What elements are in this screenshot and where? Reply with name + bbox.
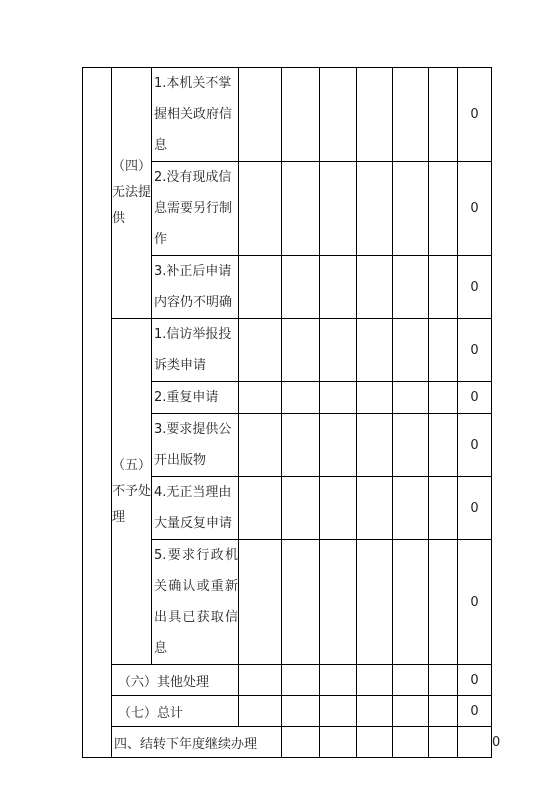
- data-cell: [357, 540, 393, 665]
- data-cell: [429, 382, 458, 414]
- data-cell: [393, 477, 429, 540]
- item-label: 3.要求提供公开出版物: [152, 414, 239, 477]
- data-cell: [393, 665, 429, 696]
- data-cell: [320, 665, 357, 696]
- data-cell: [393, 162, 429, 256]
- table-row: [83, 319, 492, 382]
- data-cell: [429, 727, 458, 758]
- data-cell: [429, 540, 458, 665]
- data-cell: [357, 319, 393, 382]
- group-label: （四）无法提供: [112, 159, 152, 226]
- data-cell: [239, 414, 282, 477]
- data-cell: [320, 382, 357, 414]
- data-cell: [393, 256, 429, 319]
- data-cell: [393, 382, 429, 414]
- data-cell: [393, 319, 429, 382]
- data-cell: [282, 540, 320, 665]
- item-value: 0: [458, 540, 492, 665]
- data-cell: [239, 162, 282, 256]
- data-cell: [320, 414, 357, 477]
- data-cell: [357, 382, 393, 414]
- item-value: 0: [458, 162, 492, 256]
- item-label: 2.重复申请: [152, 382, 239, 414]
- data-cell: [282, 727, 320, 758]
- data-cell: [320, 162, 357, 256]
- total-value: 0: [458, 696, 492, 727]
- data-cell: [239, 540, 282, 665]
- data-cell: [429, 696, 458, 727]
- item-label: 5.要求行政机关确认或重新出具已获取信息: [152, 540, 239, 665]
- data-cell: [429, 665, 458, 696]
- data-cell: [357, 256, 393, 319]
- total-label: （七）总计: [112, 696, 239, 727]
- data-cell: [282, 665, 320, 696]
- data-cell: [357, 414, 393, 477]
- item-label: 4.无正当理由大量反复申请: [152, 477, 239, 540]
- data-cell: [429, 256, 458, 319]
- data-cell: [282, 68, 320, 162]
- table-row: 四、结转下年度继续办理 0: [83, 727, 492, 758]
- data-cell: [239, 665, 282, 696]
- group-label-cell: [112, 319, 152, 665]
- data-cell: [429, 319, 458, 382]
- data-cell: [393, 68, 429, 162]
- statistics-table: [82, 67, 501, 758]
- item-label: 2.没有现成信息需要另行制作: [152, 162, 239, 256]
- parent-category-cell: [83, 68, 112, 758]
- data-cell: [239, 382, 282, 414]
- data-cell: [282, 477, 320, 540]
- data-cell: [282, 414, 320, 477]
- data-cell: [282, 382, 320, 414]
- data-cell: [282, 319, 320, 382]
- other-label: （六）其他处理: [112, 665, 239, 696]
- table-row: [83, 68, 492, 162]
- table-row: [83, 696, 492, 727]
- data-cell: [282, 696, 320, 727]
- data-cell: [282, 256, 320, 319]
- data-cell: [320, 540, 357, 665]
- data-cell: [357, 68, 393, 162]
- item-value: 0: [458, 414, 492, 477]
- item-value: 0: [458, 477, 492, 540]
- data-cell: [393, 540, 429, 665]
- table-row: [83, 665, 492, 696]
- data-cell: [320, 319, 357, 382]
- data-cell: [357, 665, 393, 696]
- data-cell: [429, 414, 458, 477]
- data-cell: [239, 256, 282, 319]
- data-cell: [357, 727, 393, 758]
- data-cell: [393, 727, 429, 758]
- item-value: 0: [458, 382, 492, 414]
- data-cell: [320, 68, 357, 162]
- data-cell: [458, 727, 492, 758]
- data-cell: [429, 162, 458, 256]
- data-cell: [429, 477, 458, 540]
- data-cell: [239, 319, 282, 382]
- data-cell: [239, 696, 282, 727]
- data-cell: [239, 68, 282, 162]
- data-cell: [320, 256, 357, 319]
- group-label: （五）不予处理: [112, 457, 152, 525]
- data-cell: [320, 477, 357, 540]
- data-cell: [239, 477, 282, 540]
- data-cell: [320, 696, 357, 727]
- data-cell: [282, 162, 320, 256]
- data-cell: [357, 696, 393, 727]
- data-cell: [320, 727, 357, 758]
- item-label: 3.补正后申请内容仍不明确: [152, 256, 239, 319]
- item-label: 1.本机关不掌握相关政府信息: [152, 68, 239, 162]
- group-label-cell: [112, 68, 152, 319]
- item-value: 0: [458, 68, 492, 162]
- item-value: 0: [458, 319, 492, 382]
- carry-over-label: 四、结转下年度继续办理: [112, 727, 282, 758]
- data-cell: [429, 68, 458, 162]
- other-value: 0: [458, 665, 492, 696]
- data-cell: [357, 477, 393, 540]
- data-cell: [357, 162, 393, 256]
- item-label: 1.信访举报投诉类申请: [152, 319, 239, 382]
- item-value: 0: [458, 256, 492, 319]
- data-cell: [393, 696, 429, 727]
- data-cell: [393, 414, 429, 477]
